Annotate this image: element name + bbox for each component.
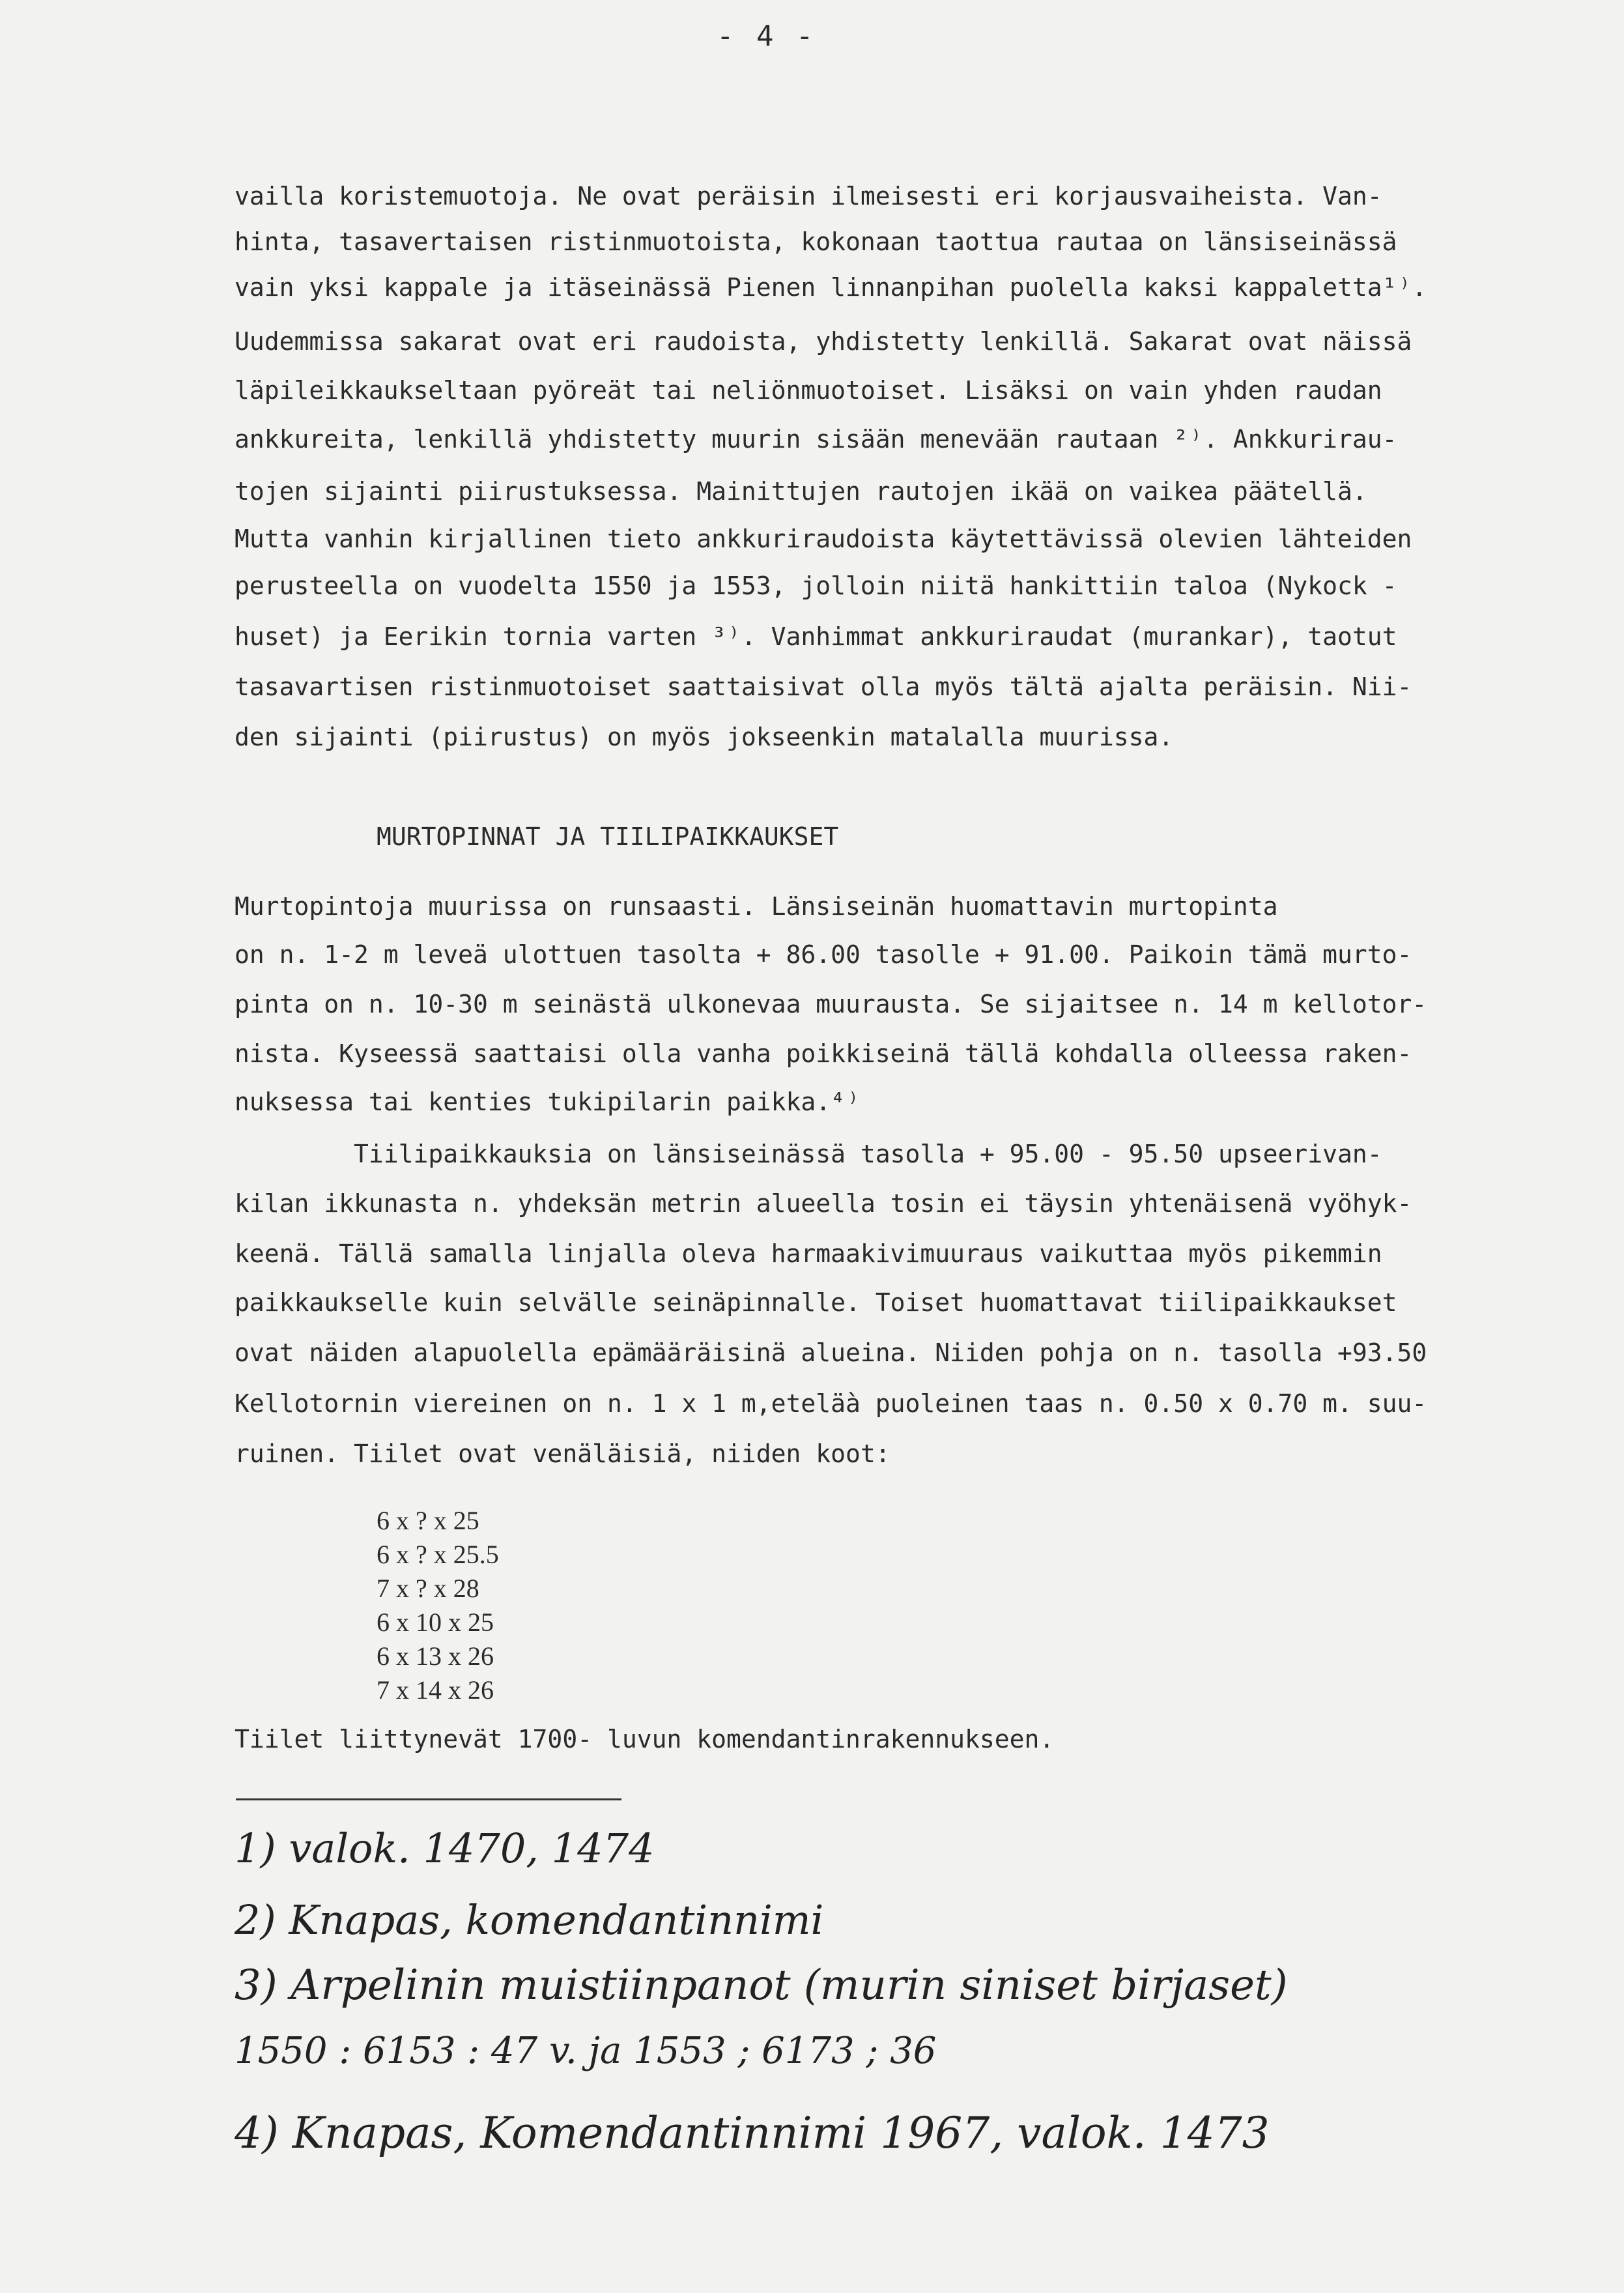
footnote-1: 1) valok. 1470, 1474 (235, 1824, 655, 1872)
section-line: keenä. Tällä samalla linjalla oleva harmaakivimuuraus vaikuttaa myös pikemmin (235, 1239, 1382, 1268)
section-line: nista. Kyseessä saattaisi olla vanha poikkiseinä tällä kohdalla olleessa raken- (235, 1039, 1412, 1068)
section-line: Tiilipaikkauksia on länsiseinässä tasolla + 95.00 - 95.50 upseerivan- (235, 1140, 1382, 1168)
paragraph-line: läpileikkaukseltaan pyöreät tai neliönmuotoiset. Lisäksi on vain yhden raudan (235, 376, 1382, 405)
brick-size: 6 x ? x 25.5 (377, 1540, 499, 1569)
section-line: paikkaukselle kuin selvälle seinäpinnalle. Toiset huomattavat tiilipaikkaukset (235, 1288, 1397, 1317)
section-line: ruinen. Tiilet ovat venäläisiä, niiden koot: (235, 1439, 890, 1468)
section-heading: MURTOPINNAT JA TIILIPAIKKAUKSET (377, 822, 839, 851)
brick-size: 7 x ? x 28 (377, 1574, 479, 1603)
brick-size: 6 x ? x 25 (377, 1506, 479, 1535)
brick-size: 7 x 14 x 26 (377, 1675, 494, 1705)
paragraph-line: vailla koristemuotoja. Ne ovat peräisin ilmeisesti eri korjausvaiheista. Van- (235, 182, 1382, 210)
page-number: - 4 - (717, 20, 816, 53)
brick-size: 6 x 10 x 25 (377, 1608, 494, 1637)
paragraph-line: huset) ja Eerikin tornia varten ³⁾. Vanhimmat ankkuriraudat (murankar), taotut (235, 622, 1397, 651)
paragraph-line: den sijainti (piirustus) on myös jokseenkin matalalla muurissa. (235, 723, 1174, 751)
section-line: pinta on n. 10-30 m seinästä ulkonevaa muurausta. Se sijaitsee n. 14 m kellotor- (235, 990, 1427, 1018)
closing-line: Tiilet liittynevät 1700- luvun komendantinrakennukseen. (235, 1725, 1055, 1753)
footnote-3: 3) Arpelinin muistiinpanot (murin siniset birjaset) (235, 1961, 1288, 2010)
section-line: on n. 1-2 m leveä ulottuen tasolta + 86.00 tasolle + 91.00. Paikoin tämä murto- (235, 940, 1412, 969)
paragraph-line: tasavartisen ristinmuotoiset saattaisivat olla myös tältä ajalta peräisin. Nii- (235, 672, 1412, 701)
footnote-4: 4) Knapas, Komendantinnimi 1967, valok. 1473 (235, 2108, 1270, 2158)
footnote-divider (236, 1798, 621, 1800)
footnote-3-continued: 1550 : 6153 : 47 v. ja 1553 ; 6173 ; 36 (235, 2030, 937, 2072)
paragraph-line: perusteella on vuodelta 1550 ja 1553, jolloin niitä hankittiin taloa (Nykock - (235, 571, 1397, 600)
paragraph-line: Uudemmissa sakarat ovat eri raudoista, yhdistetty lenkillä. Sakarat ovat näissä (235, 327, 1412, 356)
section-line: nuksessa tai kenties tukipilarin paikka.⁴⁾ (235, 1088, 861, 1116)
section-line: Murtopintoja muurissa on runsaasti. Länsiseinän huomattavin murtopinta (235, 892, 1278, 921)
footnote-2: 2) Knapas, komendantinnimi (235, 1896, 824, 1944)
paragraph-line: tojen sijainti piirustuksessa. Mainittujen rautojen ikää on vaikea päätellä. (235, 477, 1367, 506)
paragraph-line: Mutta vanhin kirjallinen tieto ankkuriraudoista käytettävissä olevien lähteiden (235, 525, 1412, 553)
brick-size: 6 x 13 x 26 (377, 1641, 494, 1671)
section-line: Kellotornin viereinen on n. 1 x 1 m,eteläà puoleinen taas n. 0.50 x 0.70 m. suu- (235, 1389, 1427, 1418)
paragraph-line: vain yksi kappale ja itäseinässä Pienen linnanpihan puolella kaksi kappaletta¹⁾. (235, 273, 1427, 302)
section-line: ovat näiden alapuolella epämääräisinä alueina. Niiden pohja on n. tasolla +93.50 (235, 1338, 1427, 1367)
paragraph-line: hinta, tasavertaisen ristinmuotoista, kokonaan taottua rautaa on länsiseinässä (235, 227, 1397, 256)
paragraph-line: ankkureita, lenkillä yhdistetty muurin sisään menevään rautaan ²⁾. Ankkurirau- (235, 425, 1397, 454)
section-line: kilan ikkunasta n. yhdeksän metrin alueella tosin ei täysin yhtenäisenä vyöhyk- (235, 1189, 1412, 1218)
